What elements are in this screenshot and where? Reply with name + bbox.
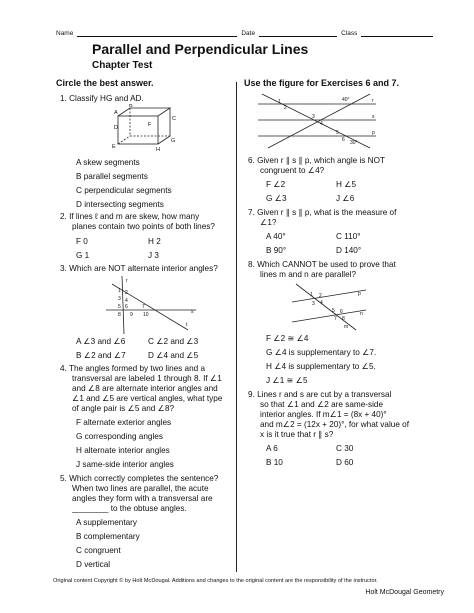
choice-9b[interactable]: B 10: [266, 458, 283, 467]
choice-2g[interactable]: G 1: [76, 251, 90, 260]
fig-label: 6: [342, 137, 345, 143]
choice-2f[interactable]: F 0: [76, 237, 88, 246]
question-4-line2: transversal are labeled 1 through 8. If ∠1: [72, 374, 222, 383]
fig-label: s: [191, 309, 194, 315]
question-6-line2: congruent to ∠4?: [260, 166, 325, 175]
choice-4h[interactable]: H alternate interior angles: [76, 446, 170, 455]
fig-label: n: [360, 311, 363, 317]
question-8-line2: lines m and n are parallel?: [260, 270, 357, 279]
choice-8h[interactable]: H ∠4 is supplementary to ∠5.: [266, 362, 376, 371]
parallel-lines-figure-8: [292, 282, 368, 332]
fig-label: B: [129, 104, 133, 109]
choice-4f[interactable]: F alternate exterior angles: [76, 418, 172, 427]
question-8-line1: 8. Which CANNOT be used to prove that: [248, 260, 396, 269]
choice-4g[interactable]: G corresponding angles: [76, 432, 163, 441]
fig-label: 9: [130, 312, 133, 318]
name-label: Name: [56, 30, 74, 37]
fig-label: A: [114, 110, 118, 116]
choice-4j[interactable]: J same-side interior angles: [76, 460, 174, 469]
fig-label: 7: [334, 316, 337, 322]
fig-label: 40°: [342, 97, 350, 103]
fig-label: 8: [342, 316, 345, 322]
fig-label: 1: [118, 288, 121, 294]
fig-label: 5: [332, 308, 335, 314]
question-5-line2: When two lines are parallel, the acute: [72, 484, 209, 493]
fig-label: p: [372, 130, 375, 136]
fig-label: G: [171, 138, 176, 144]
fig-label: 10: [143, 312, 149, 318]
fig-label: r: [126, 278, 128, 284]
question-1: 1. Classify HG and AD.: [60, 94, 144, 103]
fig-label: 3: [312, 114, 315, 120]
question-9-line1: 9. Lines r and s are cut by a transversal: [248, 390, 392, 399]
choice-7c[interactable]: C 110°: [336, 232, 361, 241]
fig-label: C: [172, 116, 176, 122]
choice-7d[interactable]: D 140°: [336, 246, 362, 255]
question-4-line3: and ∠8 are alternate interior angles and: [72, 384, 218, 393]
fig-label: 6: [340, 309, 343, 315]
fig-label: 4: [320, 121, 323, 127]
fig-label: D: [114, 125, 118, 131]
fig-label: 5: [336, 130, 339, 136]
question-2-line1: 2. If lines ℓ and m are skew, how many: [60, 212, 200, 221]
choice-8f[interactable]: F ∠2 ≅ ∠4: [266, 334, 309, 343]
fig-label: 4: [320, 300, 323, 306]
question-5-line3: angles they form with a transversal are: [72, 494, 213, 503]
fig-label: 8: [118, 312, 121, 318]
question-5-line4: ________ to the obtuse angles.: [72, 504, 187, 513]
fig-label: t: [186, 322, 188, 328]
fig-label: 3: [118, 296, 121, 302]
fig-label: 3: [312, 301, 315, 307]
fig-label: s: [372, 114, 375, 120]
date-label: Date: [241, 30, 256, 37]
choice-9c[interactable]: C 30: [336, 444, 354, 453]
fig-label: 1: [278, 99, 281, 105]
choice-3a[interactable]: A ∠3 and ∠6: [76, 337, 126, 346]
fig-label: 2: [125, 290, 128, 296]
question-7-line1: 7. Given r ∥ s ∥ p, what is the measure of: [248, 208, 397, 217]
fig-label: r: [372, 98, 374, 104]
choice-8g[interactable]: G ∠4 is supplementary to ∠7.: [266, 348, 377, 357]
question-7-line2: ∠1?: [260, 218, 277, 227]
choice-2j[interactable]: J 3: [148, 251, 159, 260]
left-instructions: Circle the best answer.: [56, 78, 154, 88]
question-6-line1: 6. Given r ∥ s ∥ p, which angle is NOT: [248, 156, 385, 165]
column-divider: [236, 82, 237, 572]
page-subtitle: Chapter Test: [92, 60, 153, 71]
fig-label: 1: [310, 292, 313, 298]
fig-label: 2: [284, 105, 287, 111]
class-field[interactable]: [361, 30, 433, 37]
fig-label: p: [358, 291, 361, 297]
fig-label: 7: [142, 304, 145, 310]
question-4-line4: ∠1 and ∠5 are vertical angles, what type: [72, 394, 223, 403]
publisher-footer: Holt McDougal Geometry: [365, 589, 444, 596]
page-title: Parallel and Perpendicular Lines: [92, 41, 309, 57]
choice-1b[interactable]: B parallel segments: [76, 172, 148, 181]
choice-5c[interactable]: C congruent: [76, 546, 121, 555]
name-field[interactable]: [77, 30, 237, 37]
fig-label: 6: [125, 304, 128, 310]
choice-9d[interactable]: D 60: [336, 458, 354, 467]
question-9-line2: so that ∠1 and ∠2 are same-side: [260, 400, 384, 409]
choice-2h[interactable]: H 2: [148, 237, 161, 246]
choice-6j[interactable]: J ∠6: [336, 194, 355, 203]
choice-6g[interactable]: G ∠3: [266, 194, 287, 203]
choice-1a[interactable]: A skew segments: [76, 158, 140, 167]
question-9-line4: and m∠2 = (12x + 20)°, for what value of: [260, 420, 409, 429]
choice-6h[interactable]: H ∠5: [336, 180, 357, 189]
parallel-lines-figure-6-7: [258, 92, 378, 150]
question-5-line1: 5. Which correctly completes the sentence?: [60, 474, 219, 483]
class-label: Class: [341, 30, 358, 37]
fig-label: 2: [319, 293, 322, 299]
right-instructions: Use the figure for Exercises 6 and 7.: [244, 78, 400, 88]
choice-7a[interactable]: A 40°: [266, 232, 286, 241]
question-3: 3. Which are NOT alternate interior angles?: [60, 264, 218, 273]
question-4-line5: of angle pair is ∠5 and ∠8?: [72, 404, 175, 413]
fig-label: E: [112, 144, 116, 150]
choice-5a[interactable]: A supplementary: [76, 518, 137, 527]
choice-3d[interactable]: D ∠4 and ∠5: [148, 351, 199, 360]
choice-5d[interactable]: D vertical: [76, 560, 111, 569]
question-4-line1: 4. The angles formed by two lines and a: [60, 364, 206, 373]
choice-5b[interactable]: B complementary: [76, 532, 140, 541]
choice-7b[interactable]: B 90°: [266, 246, 287, 255]
choice-3c[interactable]: C ∠2 and ∠3: [148, 337, 199, 346]
prism-figure: [108, 104, 188, 154]
student-info-header: [56, 30, 446, 37]
fig-label: 5: [118, 304, 121, 310]
fig-label: m: [344, 324, 349, 330]
transversal-figure-3: [106, 276, 196, 334]
fig-label: H: [156, 147, 160, 153]
choice-1c[interactable]: C perpendicular segments: [76, 186, 172, 195]
fig-label: 30°: [350, 140, 358, 146]
question-9-line5: x is it true that r ∥ s?: [260, 430, 334, 439]
choice-1d[interactable]: D intersecting segments: [76, 200, 164, 209]
choice-3b[interactable]: B ∠2 and ∠7: [76, 351, 126, 360]
question-9-line3: interior angles. If m∠1 = (8x + 40)°: [260, 410, 387, 419]
date-field[interactable]: [259, 30, 337, 37]
choice-9a[interactable]: A 6: [266, 444, 278, 453]
choice-6f[interactable]: F ∠2: [266, 180, 286, 189]
fig-label: F: [148, 122, 152, 128]
fig-label: 4: [125, 298, 128, 304]
choice-8j[interactable]: J ∠1 ≅ ∠5: [266, 376, 308, 385]
question-2-line2: planes contain two points of both lines?: [72, 222, 215, 231]
copyright-footer: Original content Copyright © by Holt McDougal. Additions and changes to the original content are the responsibility of the instructor.: [53, 578, 378, 584]
